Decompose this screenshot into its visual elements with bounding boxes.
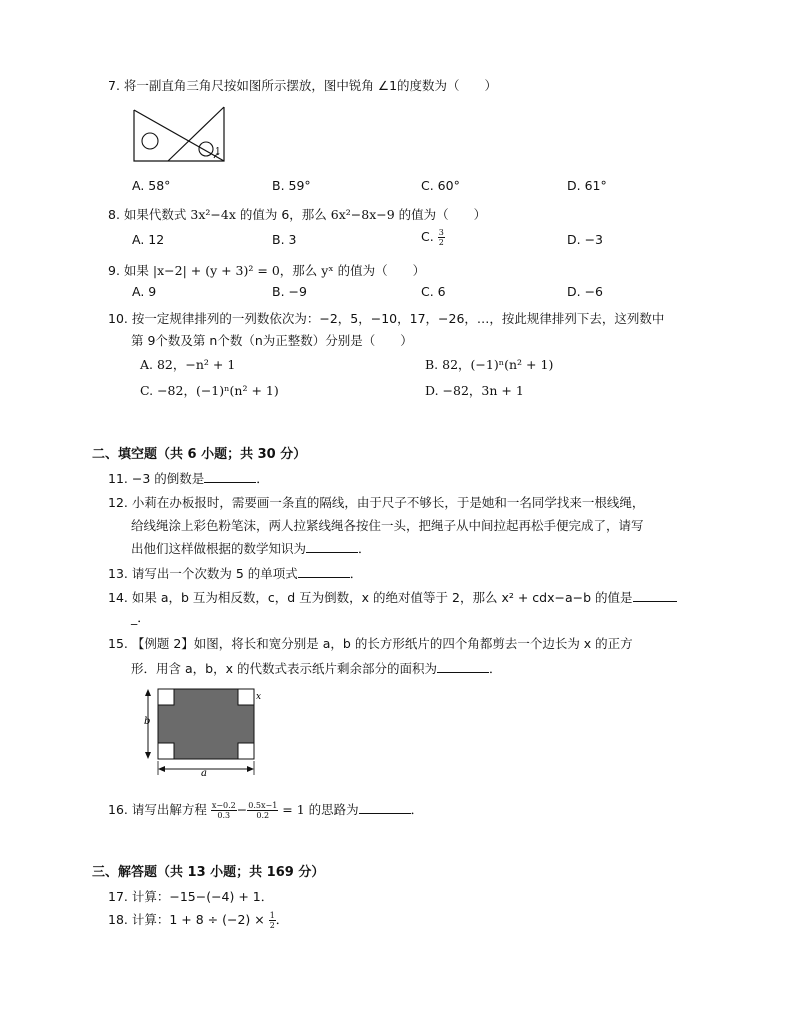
q15-line1: 15. 【例题 2】如图，将长和宽分别是 a，b 的长方形纸片的四个角都剪去一个边长为 x 的正方 <box>108 636 633 651</box>
q10-option-c: C. −82，(−1)ⁿ(n² + 1) <box>140 383 279 398</box>
q15-label-b: b <box>144 716 151 727</box>
q10-option-d: D. −82，3n + 1 <box>425 383 524 398</box>
q9-option-c: C. 6 <box>421 284 446 299</box>
q7-option-d: D. 61° <box>567 178 607 193</box>
q9-option-b: B. −9 <box>272 284 307 299</box>
q10-option-b: B. 82，(−1)ⁿ(n² + 1) <box>425 357 554 372</box>
q7-figure <box>130 104 230 166</box>
q15-label-a: a <box>201 768 207 779</box>
q12-line2: 给线绳涂上彩色粉笔沫，两人拉紧线绳各按住一头，把绳子从中间拉起再松手便完成了，请写 <box>131 518 644 533</box>
q8-option-b: B. 3 <box>272 232 297 247</box>
q8-option-d: D. −3 <box>567 232 603 247</box>
q15-blank <box>437 662 489 673</box>
q10-line2: 第 9个数及第 n个数（n为正整数）分别是（ ） <box>131 333 413 348</box>
q10-option-a: A. 82，−n² + 1 <box>140 357 236 372</box>
section-title-solutions: 三、解答题（共 13 小题；共 169 分） <box>92 865 325 880</box>
q9-option-d: D. −6 <box>567 284 603 299</box>
q9-stem: 9. 如果 |x−2| + (y + 3)² = 0，那么 yˣ 的值为（ ） <box>108 263 426 278</box>
section-title-fill-in: 二、填空题（共 6 小题；共 30 分） <box>92 447 307 462</box>
q8-option-c: C. $\frac{3}{2}$ <box>421 228 444 247</box>
q14-line2: _． <box>131 610 150 625</box>
q14-blank <box>633 591 677 602</box>
q8-option-a: A. 12 <box>132 232 165 247</box>
q7-option-c: C. 60° <box>421 178 460 193</box>
q12-line3: 出他们这样做根据的数学知识为 ． <box>131 541 371 556</box>
q15-label-x: x <box>256 692 262 702</box>
q7-stem: 7. 将一副直角三角尺按如图所示摆放，图中锐角 ∠1的度数为（ ） <box>108 78 498 93</box>
q12-blank <box>306 542 358 553</box>
q16: 16. 请写出解方程 $\frac{x-0.2}{0.3}$ − $\frac{0.5x-1}{0.2}$ = 1 的思路为 ． <box>108 801 424 820</box>
q16-blank <box>359 803 411 814</box>
q11: 11. −3 的倒数是 ． <box>108 471 269 486</box>
q14-line1: 14. 如果 a，b 互为相反数，c，d 互为倒数，x 的绝对值等于 2，那么 x² + cdx−a−b 的值是 <box>108 588 677 606</box>
q11-blank <box>204 472 256 483</box>
q17: 17. 计算：−15−(−4) + 1． <box>108 889 274 904</box>
q12-line1: 12. 小莉在办板报时，需要画一条直的隔线，由于尺子不够长，于是她和一名同学找来一根线绳， <box>108 495 645 510</box>
q9-option-a: A. 9 <box>132 284 157 299</box>
q7-option-b: B. 59° <box>272 178 311 193</box>
q7-angle-label: 1 <box>215 147 221 157</box>
q13-blank <box>298 567 350 578</box>
q10-line1: 10. 按一定规律排列的一列数依次为：−2，5，−10，17，−26，…，按此规律排列下去，这列数中 <box>108 311 665 326</box>
q15-figure <box>138 683 270 779</box>
q7-option-a: A. 58° <box>132 178 171 193</box>
q18: 18. 计算：1 + 8 ÷ (−2) × $\frac{1}{2}$ ． <box>108 911 289 930</box>
q13: 13. 请写出一个次数为 5 的单项式 ． <box>108 566 363 581</box>
q8-stem: 8. 如果代数式 3x²−4x 的值为 6，那么 6x²−8x−9 的值为（ ） <box>108 207 487 222</box>
q15-line2: 形．用含 a，b，x 的代数式表示纸片剩余部分的面积为 ． <box>131 661 502 676</box>
